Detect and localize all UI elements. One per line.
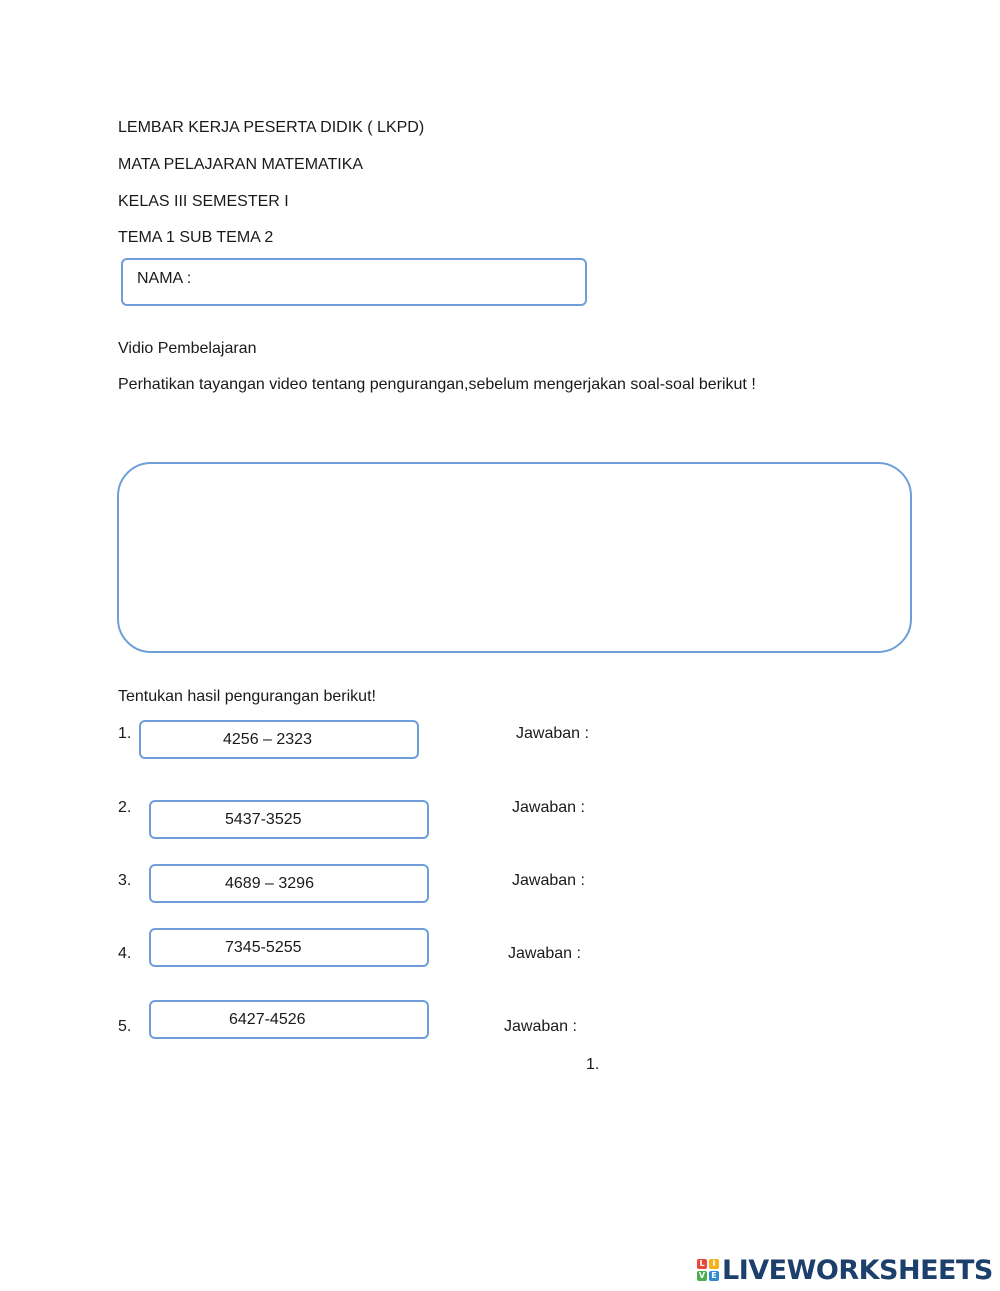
logo-letter-l: L [697, 1259, 707, 1269]
question-problem-box [149, 928, 429, 967]
question-number: 2. [118, 799, 132, 816]
theme-subtheme: TEMA 1 SUB TEMA 2 [118, 229, 274, 246]
answer-label: Jawaban : [508, 945, 581, 962]
question-problem: 4689 – 3296 [225, 875, 314, 892]
video-heading: Vidio Pembelajaran [118, 340, 257, 357]
answer-label: Jawaban : [516, 725, 589, 742]
question-problem-box [149, 800, 429, 839]
question-problem-box [149, 1000, 429, 1039]
answer-label: Jawaban : [512, 872, 585, 889]
name-label: NAMA : [137, 270, 192, 287]
logo-letter-i: I [709, 1259, 719, 1269]
name-box [121, 258, 587, 306]
video-player[interactable] [117, 462, 912, 653]
question-number: 5. [118, 1018, 132, 1035]
video-instruction: Perhatikan tayangan video tentang pengurangan,sebelum mengerjakan soal-soal berikut ! [118, 376, 756, 393]
question-number: 1. [118, 725, 132, 742]
question-problem: 5437-3525 [225, 811, 302, 828]
logo-letter-e: E [709, 1271, 719, 1281]
exercise-instruction: Tentukan hasil pengurangan berikut! [118, 688, 376, 705]
question-number: 3. [118, 872, 132, 889]
question-problem: 7345-5255 [225, 939, 302, 956]
logo-mark-icon [697, 1259, 719, 1281]
question-number: 4. [118, 945, 132, 962]
question-problem: 4256 – 2323 [223, 731, 312, 748]
logo-letter-v: V [698, 1271, 706, 1280]
logo-text: LIVEWORKSHEETS [722, 1254, 993, 1286]
question-problem-box [149, 864, 429, 903]
answer-label: Jawaban : [504, 1018, 577, 1035]
subject-title: MATA PELAJARAN MATEMATIKA [118, 156, 364, 173]
class-semester: KELAS III SEMESTER I [118, 193, 289, 210]
liveworksheets-logo[interactable] [697, 1254, 993, 1286]
page-number: 1. [586, 1056, 600, 1073]
worksheet-title: LEMBAR KERJA PESERTA DIDIK ( LKPD) [118, 119, 425, 136]
question-problem: 6427-4526 [229, 1011, 306, 1028]
answer-label: Jawaban : [512, 799, 585, 816]
question-problem-box [139, 720, 419, 759]
